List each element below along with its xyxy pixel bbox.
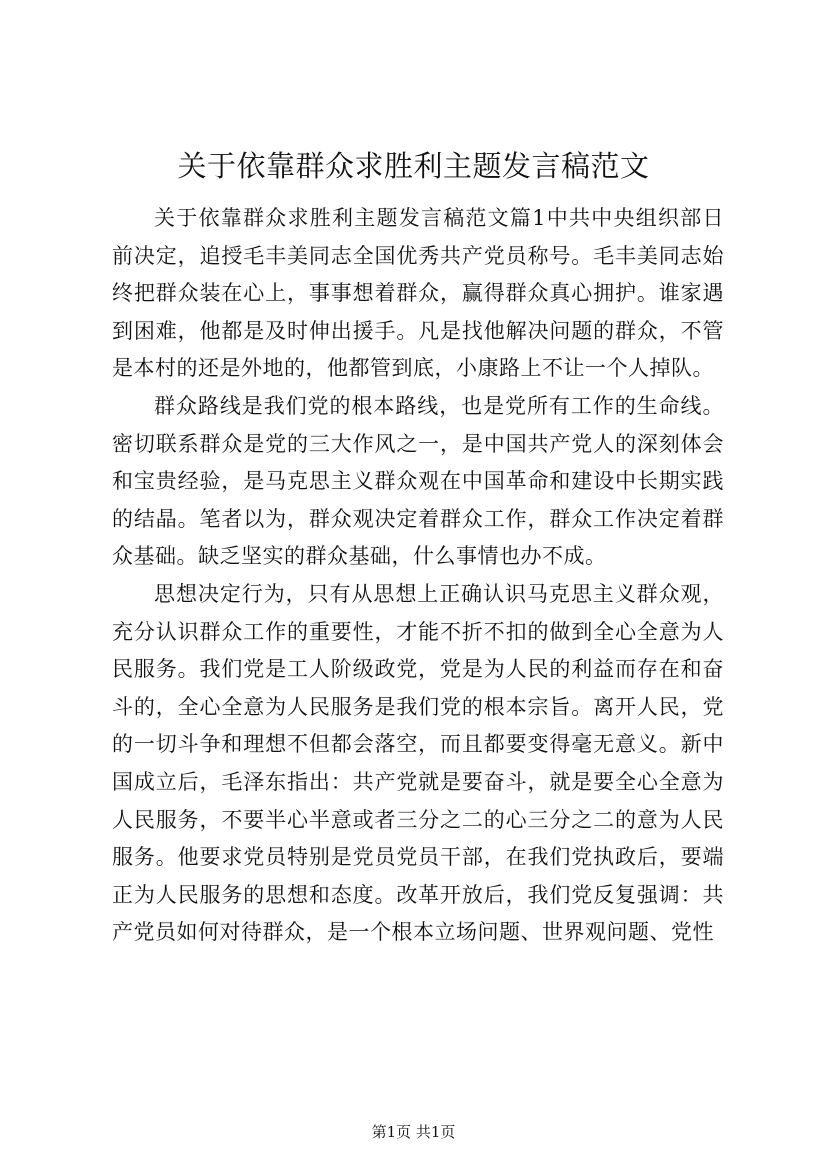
document-title: 关于依靠群众求胜利主题发言稿范文 <box>177 149 650 183</box>
page-footer: 第1页 共1页 <box>371 1123 456 1141</box>
paragraph-3: 思想决定行为，只有从思想上正确认识马克思主义群众观，充分认识群众工作的重要性，才能不折不扣的做到全心全意为人民服务。我们党是工人阶级政党，党是为人民的利益而存在和奋斗的，全心全意为人民服务是我们党的根本宗旨。离开人民，党的一切斗争和理想不但都会落空，而且都要变得毫无意义。新中国成立后，毛泽东指出：共产党就是要奋斗，就是要全心全意为人民服务，不要半心半意或者三分之二的心三分之二的意为人民服务。他要求党员特别是党员党员干部，在我们党执政后，要端正为人民服务的思想和态度。改革开放后，我们党反复强调：共产党员如何对待群众，是一个根本立场问题、世界观问题、党性 <box>112 581 724 945</box>
paragraph-2: 群众路线是我们党的根本路线，也是党所有工作的生命线。密切联系群众是党的三大作风之一，是中国共产党人的深刻体会和宝贵经验，是马克思主义群众观在中国革命和建设中长期实践的结晶。笔者以为，群众观决定着群众工作，群众工作决定着群众基础。缺乏坚实的群众基础，什么事情也办不成。 <box>112 393 724 569</box>
paragraph-1: 关于依靠群众求胜利主题发言稿范文篇1中共中央组织部日前决定，追授毛丰美同志全国优秀共产党员称号。毛丰美同志始终把群众装在心上，事事想着群众，赢得群众真心拥护。谁家遇到困难，他都是及时伸出援手。凡是找他解决问题的群众，不管是本村的还是外地的，他都管到底，小康路上不让一个人掉队。 <box>112 206 724 381</box>
document-body <box>112 200 724 952</box>
